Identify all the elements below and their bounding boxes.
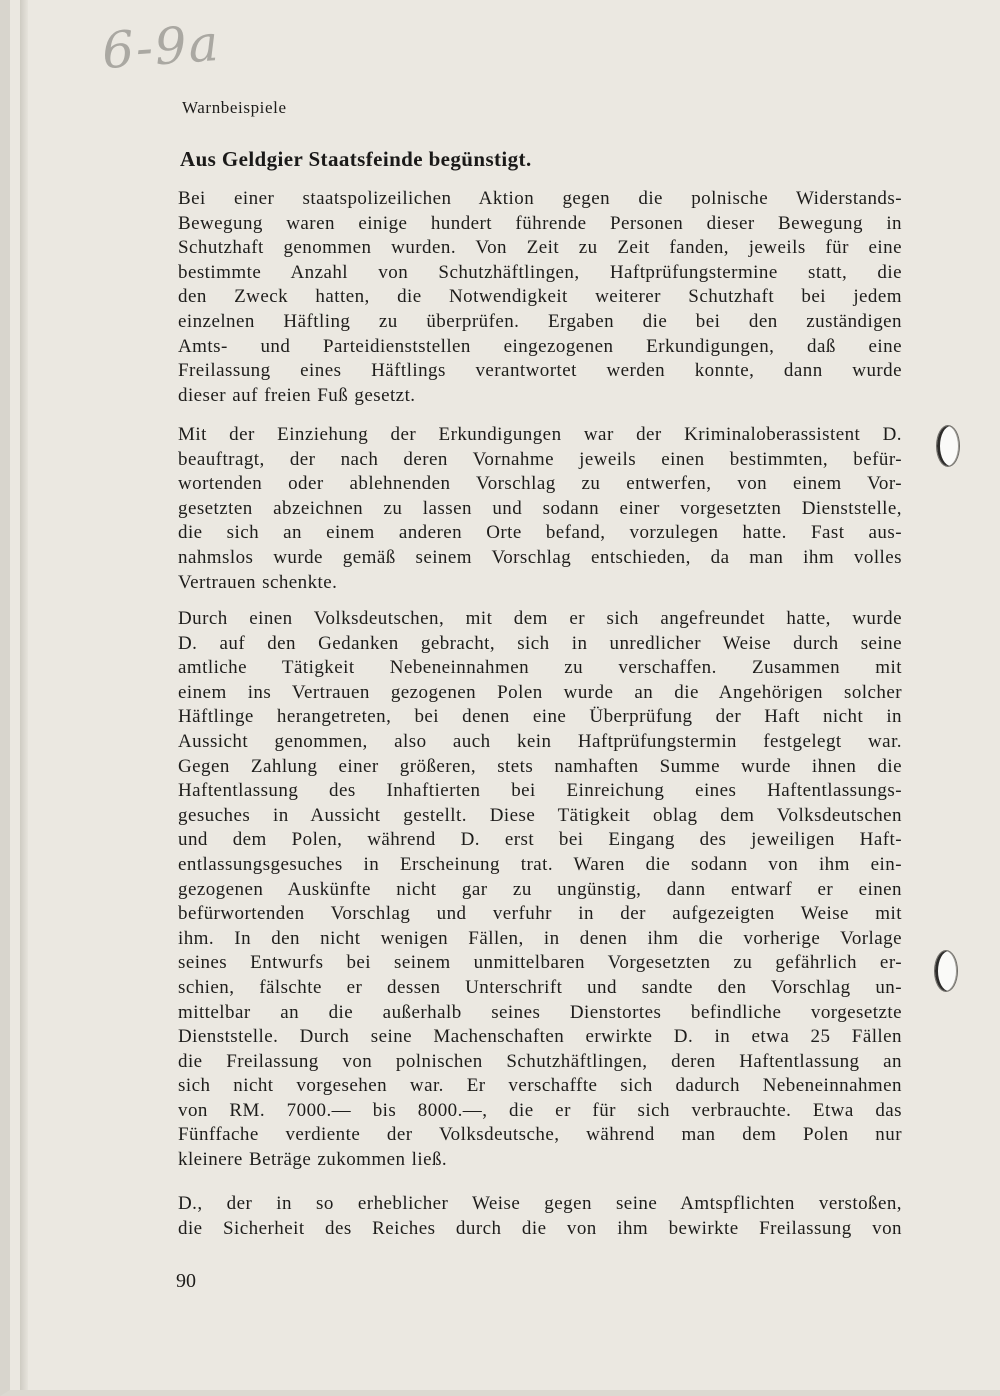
- paragraph: [178, 1192, 902, 1241]
- text-line: die Sicherheit des Reiches durch die von ihm bewirkte Freilassung von: [178, 1217, 902, 1239]
- text-line: D. auf den Gedanken gebracht, sich in unredlicher Weise durch seine: [178, 632, 902, 654]
- text-line: Gegen Zahlung einer größeren, stets namhaften Summe wurde ihnen die: [178, 755, 902, 777]
- text-line: entlassungsgesuches in Erscheinung trat. Waren die sodann von ihm ein-: [178, 853, 902, 875]
- text-line: mittelbar an die außerhalb seines Dienstortes befindliche vorgesetzte: [178, 1001, 902, 1023]
- paragraph: [178, 423, 902, 595]
- paragraph: [178, 187, 902, 408]
- text-line: von RM. 7000.— bis 8000.—, die er für sich verbrauchte. Etwa das: [178, 1099, 902, 1121]
- text-line: die sich an einem anderen Orte befand, vorzulegen hatte. Fast aus-: [178, 522, 902, 544]
- text-line: wortenden oder ablehnenden Vorschlag zu entwerfen, von einem Vor-: [178, 473, 902, 495]
- text-line: Bei einer staatspolizeilichen Aktion gegen die polnische Widerstands-: [178, 188, 902, 209]
- text-line: Dienststelle. Durch seine Machenschaften erwirkte D. in etwa 25 Fällen: [178, 1026, 902, 1048]
- text-line: Fünffache verdiente der Volksdeutsche, während man dem Polen nur: [178, 1124, 902, 1146]
- text-line: Vertrauen schenkte.: [178, 571, 338, 593]
- text-line: den Zweck hatten, die Notwendigkeit weiterer Schutzhaft bei jedem: [178, 286, 902, 308]
- text-line: Häftlinge herangetreten, bei denen eine Überprüfung der Haft nicht in: [178, 706, 902, 728]
- text-line: einem ins Vertrauen gezogenen Polen wurde an die Angehörigen solcher: [178, 681, 902, 703]
- text-line: die Freilassung von polnischen Schutzhäftlingen, deren Haftentlassung an: [178, 1050, 902, 1072]
- article-heading: Aus Geldgier Staatsfeinde begünstigt.: [180, 147, 532, 171]
- text-line: Durch einen Volksdeutschen, mit dem er sich angefreundet hatte, wurde: [178, 608, 902, 629]
- text-line: gezogenen Auskünfte nicht gar zu ungünstig, dann entwarf er einen: [178, 878, 902, 900]
- text-line: befürwortenden Vorschlag und verfuhr in der aufgezeigten Weise mit: [178, 903, 902, 925]
- page-number: 90: [176, 1270, 196, 1292]
- paragraph: [178, 607, 902, 1173]
- text-line: nahmslos wurde gemäß seinem Vorschlag entschieden, da man ihm volles: [178, 546, 902, 568]
- text-line: bestimmte Anzahl von Schutzhäftlingen, Haftprüfungstermine statt, die: [178, 261, 902, 283]
- handwritten-note: 6-9a: [100, 13, 223, 81]
- text-line: Schutzhaft genommen wurden. Von Zeit zu Zeit fanden, jeweils für eine: [178, 237, 902, 259]
- text-line: Freilassung eines Häftlings verantwortet werden konnte, dann wurde: [178, 360, 902, 382]
- page-edge: [20, 0, 28, 1390]
- text-line: gesuches in Aussicht gestellt. Diese Tätigkeit oblag dem Volksdeutschen: [178, 804, 902, 826]
- text-line: D., der in so erheblicher Weise gegen seine Amtspflichten verstoßen,: [178, 1193, 902, 1214]
- text-line: sich nicht vorgesehen war. Er verschaffte sich dadurch Nebeneinnahmen: [178, 1075, 902, 1097]
- text-line: Amts- und Parteidienststellen eingezogenen Erkundigungen, daß eine: [178, 335, 902, 357]
- text-line: beauftragt, der nach deren Vornahme jeweils einen bestimmten, befür-: [178, 448, 902, 470]
- text-line: einzelnen Häftling zu überprüfen. Ergaben die bei den zuständigen: [178, 310, 902, 332]
- punch-hole: [934, 950, 958, 992]
- text-line: und dem Polen, während D. erst bei Eingang des jeweiligen Haft-: [178, 829, 902, 851]
- text-line: Bewegung waren einige hundert führende Personen dieser Bewegung in: [178, 212, 902, 234]
- text-line: seines Entwurfs bei seinem unmittelbaren Vorgesetzten zu gefährlich er-: [178, 952, 902, 974]
- text-line: Haftentlassung des Inhaftierten bei Einreichung eines Haftentlassungs-: [178, 780, 902, 802]
- text-line: ihm. In den nicht wenigen Fällen, in denen ihm die vorherige Vorlage: [178, 927, 902, 949]
- text-line: gesetzten abzeichnen zu lassen und sodann einer vorgesetzten Dienststelle,: [178, 497, 902, 519]
- text-line: amtliche Tätigkeit Nebeneinnahmen zu verschaffen. Zusammen mit: [178, 657, 902, 679]
- section-label: Warnbeispiele: [182, 98, 287, 117]
- text-line: kleinere Beträge zukommen ließ.: [178, 1149, 448, 1171]
- text-line: dieser auf freien Fuß gesetzt.: [178, 384, 416, 406]
- punch-hole: [936, 425, 960, 467]
- text-line: Aussicht genommen, also auch kein Haftprüfungstermin festgelegt war.: [178, 730, 902, 752]
- text-line: Mit der Einziehung der Erkundigungen war der Kriminaloberassistent D.: [178, 424, 902, 445]
- text-line: schien, fälschte er dessen Unterschrift und sandte den Vorschlag un-: [178, 976, 902, 998]
